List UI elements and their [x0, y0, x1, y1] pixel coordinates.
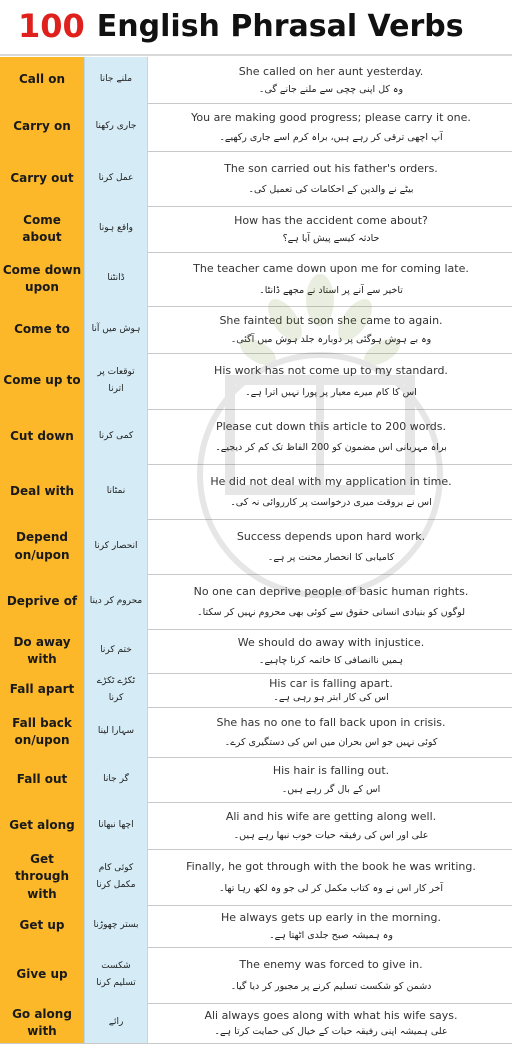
table-row: [0, 802, 512, 850]
example-urdu: دشمن کو شکست تسلیم کرنے پر مجبور کر دیا گیا۔: [230, 981, 432, 992]
example-cell: [150, 353, 512, 409]
example-cell: [150, 206, 512, 252]
example-english: The son carried out his father's orders.: [224, 161, 438, 175]
example-english: His car is falling apart.: [269, 676, 393, 690]
example-english: Ali and his wife are getting along well.: [225, 810, 437, 823]
urdu-meaning: اچھا نبھانا: [84, 802, 148, 849]
example-english: Success depends upon hard work.: [236, 529, 426, 543]
example-cell: [150, 757, 512, 802]
example-english: We should do away with injustice.: [237, 636, 425, 649]
example-urdu: وہ بے ہوش ہوگئی پر دوبارہ جلد ہوش میں آگئی۔: [230, 334, 432, 345]
example-english: Finally, he got through with the book he was writing.: [186, 860, 476, 873]
table-row: [0, 574, 512, 630]
urdu-meaning: ختم کرنا: [84, 629, 148, 673]
urdu-meaning: نمٹانا: [84, 464, 148, 519]
phrasal-verb: Get along: [0, 802, 84, 849]
example-urdu: آپ اچھی ترقی کر رہے ہیں، براہ کرم اسے جاری رکھیے۔: [219, 131, 443, 143]
table-row: [0, 519, 512, 575]
urdu-meaning: گر جانا: [84, 757, 148, 802]
example-urdu: وہ کل اپنی چچی سے ملنے جانے گی۔: [258, 84, 404, 96]
table-row: [0, 947, 512, 1004]
phrasal-verb: Give up: [0, 947, 84, 1003]
urdu-meaning: رائے: [84, 1003, 148, 1043]
example-cell: [150, 1003, 512, 1043]
phrasal-verb: Carry out: [0, 151, 84, 206]
example-urdu: براہ مہربانی اس مضمون کو 200 الفاظ تک کم کر دیجیے۔: [215, 442, 447, 454]
example-urdu: اس کی کار ابتر ہو رہی ہے۔: [273, 692, 389, 704]
phrasal-verb: Deprive of: [0, 574, 84, 629]
table-row: [0, 103, 512, 152]
urdu-meaning: محروم کر دینا: [84, 574, 148, 629]
table-row: [0, 629, 512, 674]
table-row: [0, 151, 512, 207]
phrasal-verb: Cut down: [0, 409, 84, 464]
table-row: [0, 464, 512, 520]
example-urdu: لوگوں کو بنیادی انسانی حقوق سے کوئی بھی محروم نہیں کر سکتا۔: [197, 607, 465, 619]
example-cell: [150, 151, 512, 206]
example-english: His hair is falling out.: [272, 764, 390, 778]
example-cell: [150, 802, 512, 849]
example-cell: [150, 707, 512, 757]
example-cell: [150, 306, 512, 353]
page-title: [18, 6, 464, 46]
table-row: [0, 757, 512, 803]
table-row: [0, 353, 512, 410]
urdu-meaning: واقع ہونا: [84, 206, 148, 252]
example-urdu: آخر کار اس نے وہ کتاب مکمل کر لی جو وہ لکھ رہا تھا۔: [218, 883, 444, 894]
phrasal-verb: Call on: [0, 57, 84, 103]
header: [0, 0, 512, 56]
urdu-meaning: شکست تسلیم کرنا: [84, 947, 148, 1003]
phrasal-verb: Come about: [0, 206, 84, 252]
phrasal-verb-table: [0, 57, 512, 1038]
table-row: [0, 905, 512, 948]
urdu-meaning: کوئی کام مکمل کرنا: [84, 849, 148, 905]
example-cell: [150, 629, 512, 673]
table-row: [0, 306, 512, 354]
phrasal-verb: Get up: [0, 905, 84, 947]
example-english: She fainted but soon she came to again.: [219, 314, 443, 327]
phrasal-verb: Come to: [0, 306, 84, 353]
urdu-meaning: ٹکڑے ٹکڑے کرنا: [84, 673, 148, 707]
example-cell: [150, 849, 512, 905]
example-urdu: علی ہمیشہ اپنی رفیقہ حیات کے خیال کی حمایت کرتا ہے۔: [214, 1026, 448, 1038]
example-english: He always gets up early in the morning.: [221, 911, 441, 925]
example-cell: [150, 57, 512, 103]
table-row: [0, 673, 512, 708]
urdu-meaning: کمی کرنا: [84, 409, 148, 464]
example-english: You are making good progress; please carry it one.: [191, 111, 471, 125]
table-row: [0, 707, 512, 758]
example-cell: [150, 947, 512, 1003]
phrasal-verb: Come up to: [0, 353, 84, 409]
example-urdu: وہ ہمیشہ صبح جلدی اٹھتا ہے۔: [269, 929, 393, 941]
example-urdu: بیٹے نے والدین کے احکامات کی تعمیل کی۔: [248, 184, 414, 196]
urdu-meaning: سہارا لینا: [84, 707, 148, 757]
example-cell: [150, 574, 512, 629]
example-english: Ali always goes along with what his wife says.: [204, 1008, 458, 1022]
example-urdu: تاخیر سے آنے پر استاد نے مجھے ڈانٹا۔: [259, 284, 403, 296]
title-number: 100: [18, 7, 85, 45]
example-urdu: کوئی نہیں جو اس بحران میں اس کی دستگیری کرے۔: [224, 737, 438, 748]
phrasal-verb: Fall back on/upon: [0, 707, 84, 757]
example-english: The teacher came down upon me for coming late.: [193, 262, 469, 276]
example-english: No one can deprive people of basic human rights.: [193, 584, 469, 598]
example-urdu: ہمیں ناانصافی کا خاتمہ کرنا چاہیے۔: [258, 655, 404, 666]
table-row: [0, 849, 512, 906]
example-urdu: اس کے بال گر رہے ہیں۔: [281, 783, 381, 795]
example-english: Please cut down this article to 200 words.: [215, 419, 447, 433]
example-english: She has no one to fall back upon in crisis.: [216, 716, 446, 729]
example-english: She called on her aunt yesterday.: [238, 64, 424, 78]
phrasal-verb: Carry on: [0, 103, 84, 151]
example-cell: [150, 905, 512, 947]
phrasal-verb: Fall out: [0, 757, 84, 802]
example-urdu: کامیابی کا انحصار محنت پر ہے۔: [267, 552, 395, 564]
table-row: [0, 409, 512, 465]
phrasal-verb: Do away with: [0, 629, 84, 673]
table-row: [0, 252, 512, 307]
phrasal-verb: Deal with: [0, 464, 84, 519]
urdu-meaning: عمل کرنا: [84, 151, 148, 206]
urdu-meaning: توقعات پر اترنا: [84, 353, 148, 409]
example-english: How has the accident come about?: [234, 213, 428, 227]
example-urdu: اس کا کام میرے معیار پر پورا نہیں اترا ہے۔: [245, 387, 417, 398]
urdu-meaning: بستر چھوڑنا: [84, 905, 148, 947]
phrasal-verb: Go along with: [0, 1003, 84, 1043]
example-english: The enemy was forced to give in.: [239, 958, 423, 971]
example-urdu: اس نے بروقت میری درخواست پر کارروائی نہ کی۔: [230, 497, 432, 509]
urdu-meaning: ملنے جانا: [84, 57, 148, 103]
example-cell: [150, 103, 512, 151]
example-cell: [150, 252, 512, 306]
urdu-meaning: ڈانٹنا: [84, 252, 148, 306]
phrasal-verb: Fall apart: [0, 673, 84, 707]
example-cell: [150, 673, 512, 707]
example-cell: [150, 409, 512, 464]
phrasal-verb: Come down upon: [0, 252, 84, 306]
urdu-meaning: انحصار کرنا: [84, 519, 148, 574]
phrasal-verb: Depend on/upon: [0, 519, 84, 574]
title-text: English Phrasal Verbs: [96, 8, 464, 44]
table-row: [0, 57, 512, 104]
urdu-meaning: جاری رکھنا: [84, 103, 148, 151]
table-row: [0, 206, 512, 253]
example-english: His work has not come up to my standard.: [214, 364, 448, 377]
phrasal-verb: Get through with: [0, 849, 84, 905]
example-cell: [150, 464, 512, 519]
example-english: He did not deal with my application in time.: [210, 474, 452, 488]
example-cell: [150, 519, 512, 574]
urdu-meaning: ہوش میں آنا: [84, 306, 148, 353]
example-urdu: حادثہ کیسے پیش آیا ہے؟: [282, 233, 380, 245]
example-urdu: علی اور اس کی رفیقہ حیات خوب نبھا رہے ہیں۔: [233, 830, 429, 841]
